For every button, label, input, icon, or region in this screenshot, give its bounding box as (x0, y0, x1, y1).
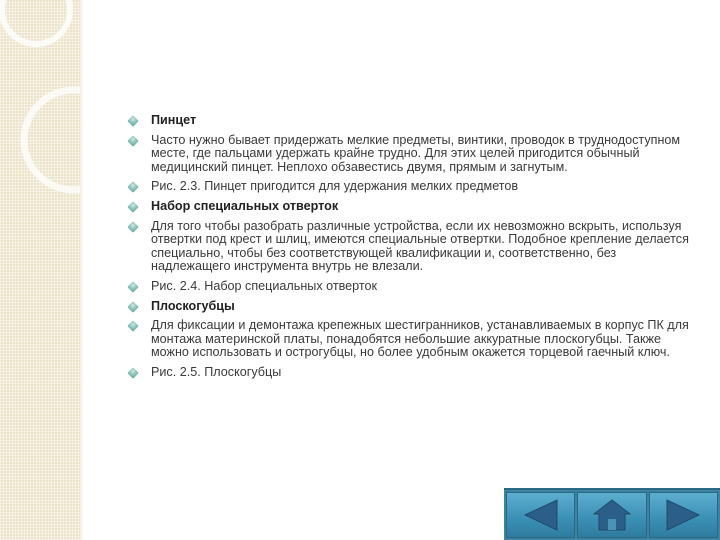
bullet-icon (127, 201, 138, 212)
bullet-icon (127, 281, 138, 292)
arrow-right-icon (661, 497, 705, 533)
list-item-text: Для фиксации и демонтажа крепежных шестигранников, устанавливаемых в корпус ПК для монтажа материнской платы, понадобятся небольшие аккуратные плоскогубцы. Также можно использовать и острогубцы, но более удобным окажется торцевой гаечный ключ. (151, 318, 689, 360)
bullet-icon (127, 367, 138, 378)
decorative-side-band (0, 0, 80, 540)
list-item (127, 220, 693, 274)
list-item (127, 280, 693, 294)
bullet-icon (127, 135, 138, 146)
list-item-text: Рис. 2.5. Плоскогубцы (151, 364, 282, 379)
side-band-edge (80, 0, 84, 540)
list-item-text: Часто нужно бывает придержать мелкие предметы, винтики, проводок в труднодоступном месте, где пальцами удержать крайне трудно. Для этих целей пригодится обычный медицинский пинцет. Неплохо обзавестись двумя, прямым и загнутым. (151, 132, 681, 174)
bullet-icon (127, 221, 138, 232)
list-item (127, 180, 693, 194)
list-item (127, 134, 693, 175)
list-item-text: Набор специальных отверток (151, 198, 339, 213)
bullet-icon (127, 182, 138, 193)
list-item (127, 366, 693, 380)
list-item-text: Рис. 2.3. Пинцет пригодится для удержания мелких предметов (151, 179, 519, 194)
list-item-heading (127, 114, 693, 128)
home-icon (590, 497, 634, 533)
list-item-heading (127, 200, 693, 214)
bullet-icon (127, 320, 138, 331)
list-item-text: Пинцет (151, 113, 197, 127)
slide-content (127, 114, 693, 386)
next-slide-button[interactable] (649, 492, 718, 538)
list-item (127, 319, 693, 360)
bullet-icon (127, 115, 138, 126)
home-button[interactable] (577, 492, 646, 538)
list-item-text: Плоскогубцы (151, 298, 235, 313)
list-item-text: Рис. 2.4. Набор специальных отверток (151, 278, 378, 293)
list-item-heading (127, 300, 693, 314)
bullet-list (127, 114, 693, 380)
previous-slide-button[interactable] (506, 492, 575, 538)
list-item-text: Для того чтобы разобрать различные устройства, если их невозможно вскрыть, используя отвертки под крест и шлиц, имеются специальные отвертки. Подобное крепление делается специально, чтобы без соответствующей квалификации и, соответственно, без надлежащего инструмента внутрь не влезали. (151, 218, 689, 274)
arrow-left-icon (519, 497, 563, 533)
bullet-icon (127, 301, 138, 312)
slide-navigation (504, 488, 720, 540)
decorative-circles (0, 0, 80, 540)
